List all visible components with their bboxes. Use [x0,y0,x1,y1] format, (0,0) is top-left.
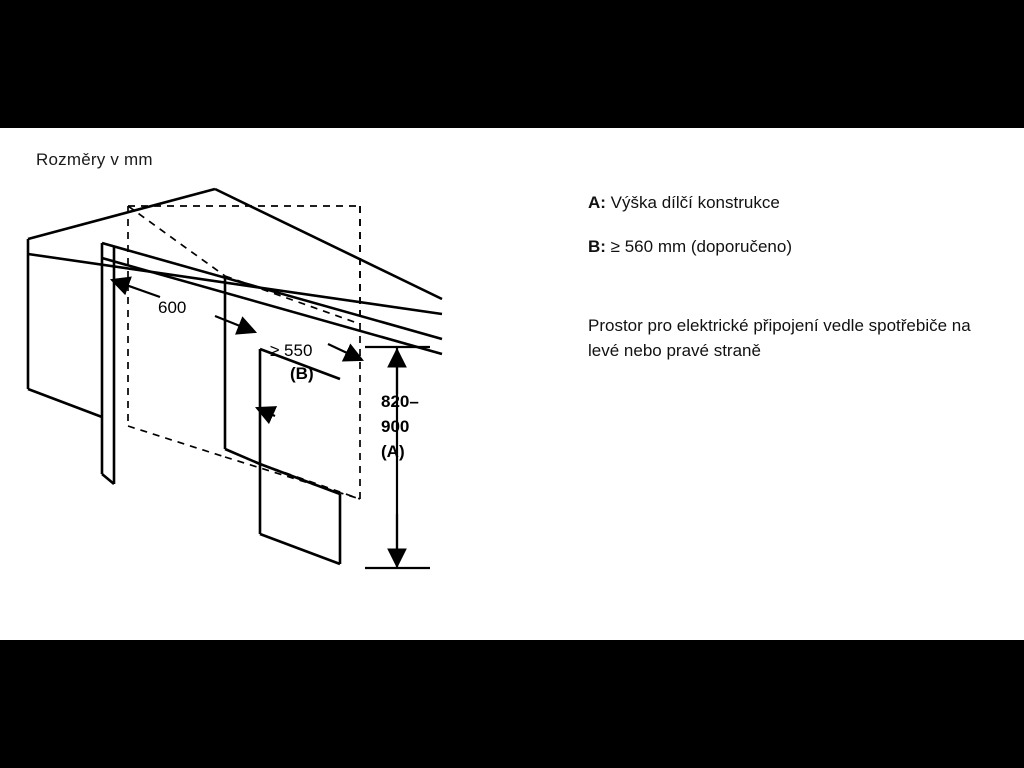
legend-text-b: ≥ 560 mm (doporučeno) [605,237,792,257]
dimension-label-width: 600 [158,298,187,317]
dimension-label-height-1: 820– [381,392,419,411]
legend-text-a: Výška dílčí konstrukce [605,193,780,212]
dimension-label-height-2: 900 [381,417,410,436]
legend-item-b [588,236,998,258]
dimension-arrow-width-right [215,316,255,332]
legend-item-a [588,192,998,214]
legend-key-b: B: [588,237,606,257]
connection-space-note: Prostor pro elektrické připojení vedle spotřebiče na levé nebo pravé straně [588,316,971,360]
dimension-label-depth-tag: (B) [290,364,314,383]
diagram-sheet [0,128,1024,640]
legend [588,192,998,280]
dimension-arrow-width-left [112,280,160,297]
units-caption: Rozměry v mm [36,150,153,169]
dimension-arrow-depth-upper [328,344,362,360]
dimension-label-height-tag: (A) [381,442,405,461]
installation-drawing [10,164,570,634]
legend-key-a: A: [588,193,606,212]
dimension-label-depth: ≥ 550 [270,341,313,360]
